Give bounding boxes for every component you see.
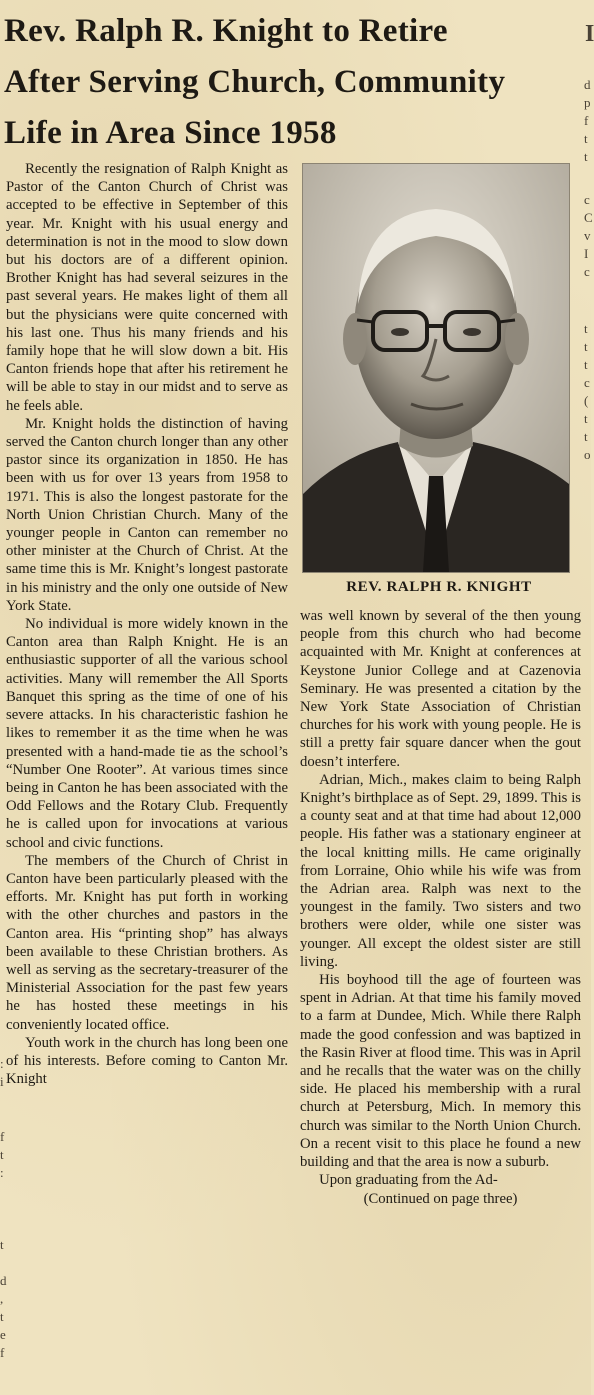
edge-fragment-3: f bbox=[584, 113, 589, 128]
edge-fragment-headline: I bbox=[585, 21, 594, 47]
edge-fragment-10: c bbox=[584, 264, 590, 279]
edge-fragment-left-11: f bbox=[0, 1345, 5, 1360]
edge-fragment-left-3: f bbox=[0, 1129, 5, 1144]
headline-line-3: Life in Area Since 1958 bbox=[4, 115, 337, 151]
article-paragraph: His boyhood till the age of fourteen was spent in Adrian. At that time his family moved to a farm at Dundee, Mich. While there Ralph made the good confession and was baptized in the Rasin River at flood time. This was in April and he recalls that the water was on the chilly side. He placed his membership with a rural church at Petersburg, Mich. In memory this church was similar to the North Union Church. On a recent visit to this place he found a new building and that the area is now a suburb. bbox=[300, 972, 581, 1171]
headline bbox=[4, 6, 564, 159]
edge-fragment-left-4: t bbox=[0, 1147, 4, 1162]
article-column-left bbox=[6, 160, 288, 1385]
article-paragraph: The members of the Church of Christ in Canton have been particularly pleased with the efforts. Mr. Knight has put forth in working with the other churches and pastors in the Canton area. His “printing shop” has always been available to these Christian brothers. As well as serving as the secretary-treasurer of the Ministerial Association for the past few years he has hosted these meetings in his conveniently located office. bbox=[6, 852, 288, 1033]
edge-fragment-15: ( bbox=[584, 393, 589, 408]
headline-line-2: After Serving Church, Community bbox=[4, 64, 506, 100]
article-paragraph: Upon graduating from the Ad- bbox=[319, 1172, 498, 1189]
edge-fragment-left-1: : bbox=[0, 1056, 4, 1071]
edge-fragment-left-10: e bbox=[0, 1327, 6, 1342]
edge-fragment-5: t bbox=[584, 149, 588, 164]
article-paragraph: No individual is more widely known in the Canton area than Ralph Knight. He is an enthusiastic supporter of all the various school activities. Many will remember the All Sports Banquet this spring as the time of one of his severe attacks. In his characteristic fashion he likes to remember it as the time when he was presented with a hand-made tie as the school’s “Number One Rooter”. At various times since being in Canton he has been associated with the Odd Fellows and the Rotary Club. Frequently he is called upon for invocations at various school and civic functions. bbox=[6, 616, 288, 851]
edge-fragment-left-9: t bbox=[0, 1309, 4, 1324]
edge-fragment-16: t bbox=[584, 411, 588, 426]
edge-fragment-18: o bbox=[584, 447, 591, 462]
article-column-right bbox=[300, 607, 581, 1377]
headline-line-1: Rev. Ralph R. Knight to Retire bbox=[4, 13, 448, 49]
edge-fragment-left-5: : bbox=[0, 1165, 4, 1180]
edge-fragment-8: v bbox=[584, 228, 591, 243]
photo-caption: REV. RALPH R. KNIGHT bbox=[346, 579, 532, 595]
edge-fragment-17: t bbox=[584, 429, 588, 444]
edge-fragment-7: C bbox=[584, 210, 593, 225]
continued-note: (Continued on page three) bbox=[363, 1190, 518, 1207]
edge-fragment-6: c bbox=[584, 192, 590, 207]
edge-fragment-12: t bbox=[584, 339, 588, 354]
edge-fragment-1: d bbox=[584, 77, 591, 92]
edge-fragment-14: c bbox=[584, 375, 590, 390]
portrait-photo bbox=[302, 163, 570, 573]
edge-fragment-13: t bbox=[584, 357, 588, 372]
edge-fragment-2: p bbox=[584, 95, 591, 110]
article-paragraph: was well known by several of the then young people from this church who had become acquainted with Mr. Knight at conferences at Keystone Junior College and at Cazenovia Seminary. He was presented a citation by the New York State Association of Christian churches for his work with young people. He is still a pretty fair square dancer when the gout doesn’t interfere. bbox=[300, 608, 581, 770]
edge-fragment-left-7: d bbox=[0, 1273, 7, 1288]
article-paragraph: Mr. Knight holds the distinction of having served the Canton church longer than any other pastor since its organization in 1850. He has been with us for over 13 years from 1958 to 1971. This is also the longest pastorate for the North Union Christian Church. Many of the younger people in Canton can remember no other minister at the Church of Christ. At the same time this is Mr. Knight’s longest pastorate in his ministry and the only one outside of New York State. bbox=[6, 415, 288, 614]
article-paragraph: Youth work in the church has long been one of his interests. Before coming to Canton Mr. Knight bbox=[6, 1034, 288, 1088]
portrait-illustration bbox=[303, 164, 569, 572]
article-paragraph: Adrian, Mich., makes claim to being Ralph Knight’s birthplace as of Sept. 29, 1899. This is a county seat and at that time had about 12,000 people. His father was a stationary engineer at the local knitting mills. He came originally from Lorraine, Ohio while his wife was from the Adrian area. Ralph was next to the youngest in the family. Two sisters and two brothers were older, while one sister was younger. All except the oldest sister are still living. bbox=[300, 771, 581, 970]
edge-fragment-9: I bbox=[584, 246, 589, 261]
edge-fragment-11: t bbox=[584, 321, 588, 336]
edge-fragment-left-6: t bbox=[0, 1237, 4, 1252]
edge-fragment-4: t bbox=[584, 131, 588, 146]
article-paragraph: Recently the resignation of Ralph Knight as Pastor of the Canton Church of Christ was accepted to be effective in September of this year. Mr. Knight with his usual energy and determination is not in the mood to slow down but his doctors are of a different opinion. Brother Knight has had several seizures in the past several years. He makes light of them all but the physicians were quite concerned with his last one. Thus his many friends and his family hope that he will slow down a bit. His Canton friends hope that after his retirement he will be able to stay in our midst and to serve as he feels able. bbox=[6, 161, 288, 414]
edge-fragment-left-2: i bbox=[0, 1074, 4, 1089]
edge-fragment-left-8: , bbox=[0, 1291, 4, 1306]
